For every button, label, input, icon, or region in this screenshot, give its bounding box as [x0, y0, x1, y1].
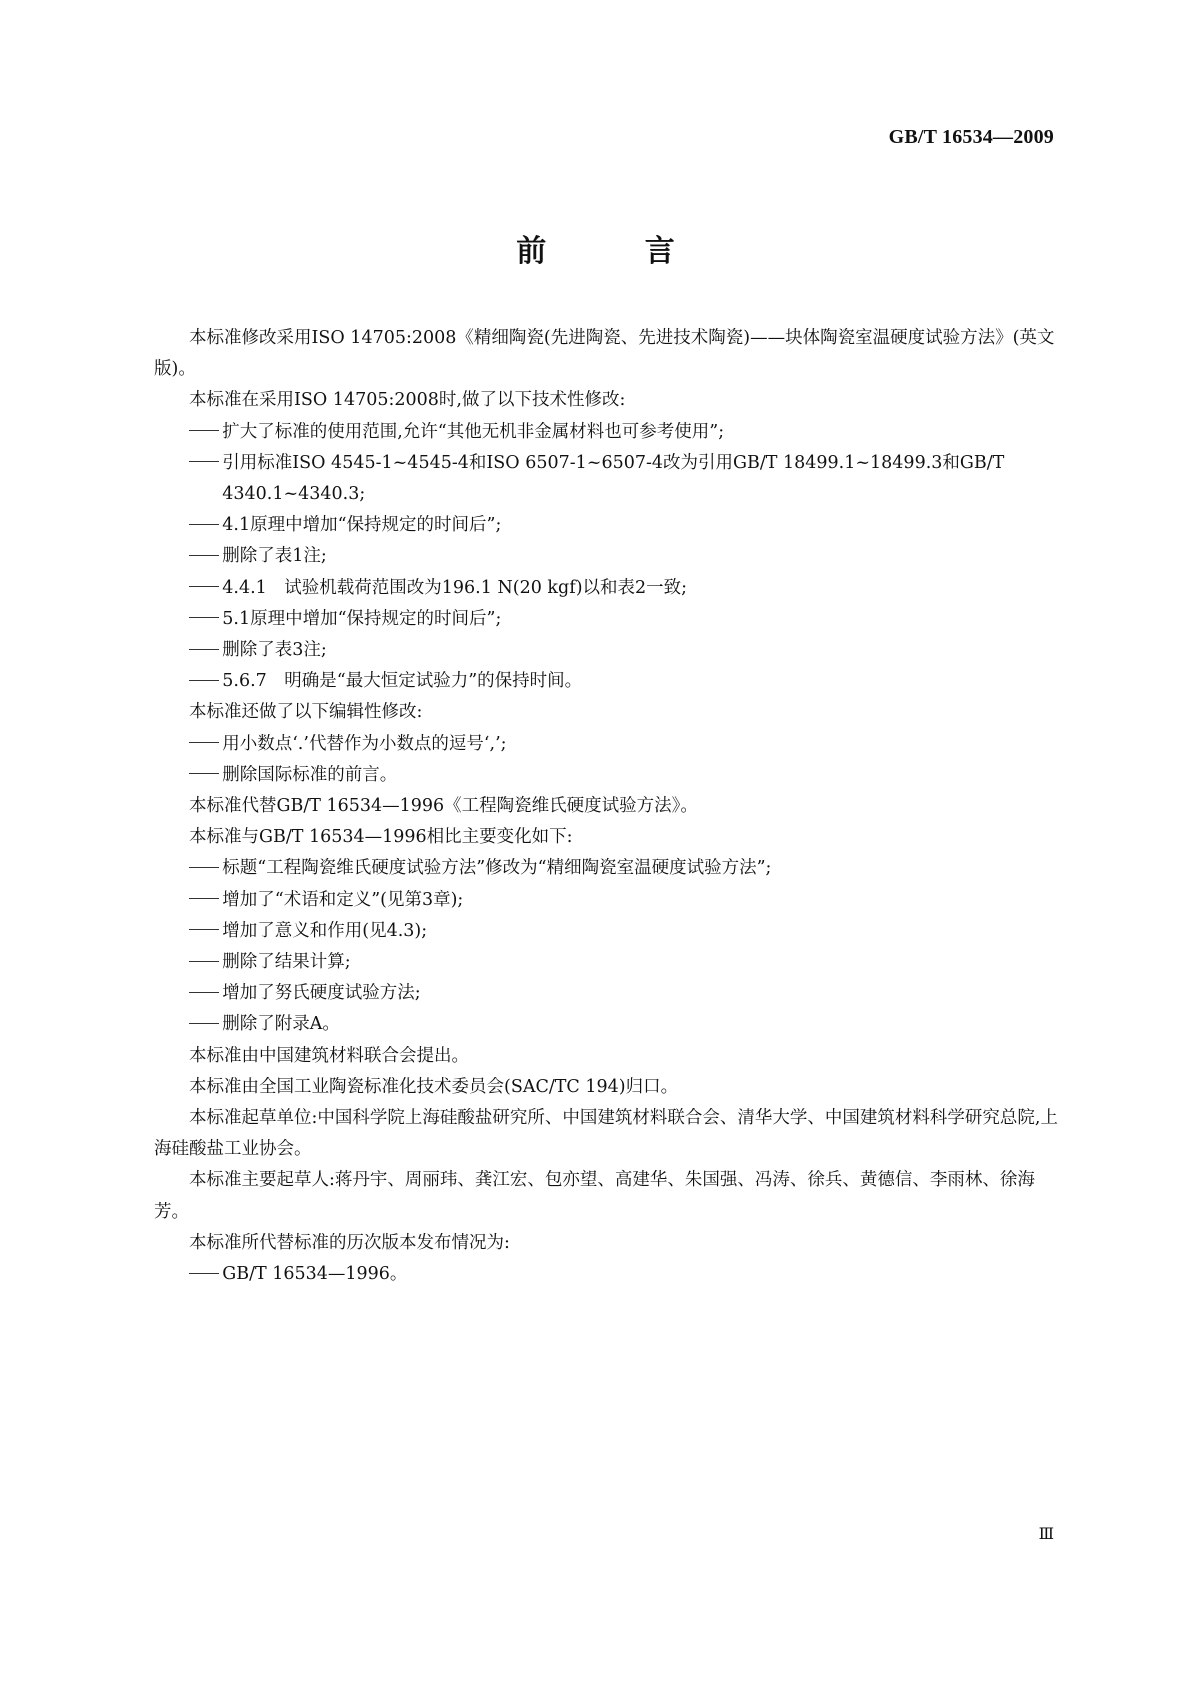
dash-marker	[189, 510, 222, 541]
list-item	[154, 729, 1067, 760]
list-item-text: 增加了努氏硬度试验方法;	[222, 983, 421, 1004]
list-item-text: 4.1原理中增加“保持规定的时间后”;	[222, 515, 502, 536]
dash-marker	[189, 635, 222, 666]
dash-marker	[189, 853, 222, 884]
dash-marker	[189, 947, 222, 978]
paragraph: 本标准修改采用ISO 14705:2008《精细陶瓷(先进陶瓷、先进技术陶瓷)——块体陶瓷室温硬度试验方法》(英文版)。	[154, 328, 1055, 380]
dash-marker	[189, 760, 222, 791]
page-number: Ⅲ	[1038, 1526, 1055, 1543]
list-item-text: 删除了结果计算;	[222, 952, 351, 973]
list-item	[154, 947, 1067, 978]
list-item-text: 5.6.7 明确是“最大恒定试验力”的保持时间。	[222, 671, 583, 692]
paragraph: 本标准起草单位:中国科学院上海硅酸盐研究所、中国建筑材料联合会、清华大学、中国建筑材料科学研究总院,上海硅酸盐工业协会。	[154, 1108, 1058, 1160]
list-item-text: 用小数点‘.’代替作为小数点的逗号‘,’;	[222, 733, 507, 754]
dash-marker	[189, 666, 222, 697]
dash-marker	[189, 417, 222, 448]
paragraph: 本标准由全国工业陶瓷标准化技术委员会(SAC/TC 194)归口。	[189, 1076, 679, 1097]
list-item	[154, 666, 1067, 697]
list-item	[154, 853, 1067, 884]
paragraph: 本标准还做了以下编辑性修改:	[189, 702, 423, 723]
list-item	[154, 760, 1067, 791]
list-item	[154, 916, 1067, 947]
list-item-text: 删除了表1注;	[222, 546, 327, 567]
list-item	[154, 541, 1067, 572]
list-item	[154, 510, 1067, 541]
list-item-text: 标题“工程陶瓷维氏硬度试验方法”修改为“精细陶瓷室温硬度试验方法”;	[222, 858, 772, 879]
paragraph: 本标准在采用ISO 14705:2008时,做了以下技术性修改:	[189, 390, 626, 411]
dash-marker	[189, 448, 222, 479]
list-item-text: 增加了“术语和定义”(见第3章);	[222, 889, 464, 910]
dash-marker	[189, 1009, 222, 1040]
dash-marker	[189, 916, 222, 947]
list-item-text: 扩大了标准的使用范围,允许“其他无机非金属材料也可参考使用”;	[222, 421, 725, 442]
dash-marker	[189, 604, 222, 635]
list-item-text: 删除了表3注;	[222, 640, 327, 661]
dash-marker	[189, 573, 222, 604]
list-item	[154, 1259, 1067, 1290]
list-item	[154, 417, 1067, 448]
standard-code-header: GB/T 16534—2009	[888, 126, 1054, 148]
list-item	[154, 448, 1067, 510]
dash-marker	[189, 729, 222, 760]
list-item-text: 增加了意义和作用(见4.3);	[222, 920, 428, 941]
list-item	[154, 573, 1067, 604]
list-item-text: 引用标准ISO 4545-1~4545-4和ISO 6507-1~6507-4改为引用GB/T 18499.1~18499.3和GB/T 4340.1~4340.3;	[222, 452, 1005, 505]
paragraph: 本标准所代替标准的历次版本发布情况为:	[189, 1232, 510, 1253]
dash-marker	[189, 978, 222, 1009]
list-item	[154, 885, 1067, 916]
list-item-text: 删除了附录A。	[222, 1014, 340, 1035]
paragraph: 本标准与GB/T 16534—1996相比主要变化如下:	[189, 827, 573, 848]
list-item	[154, 978, 1067, 1009]
list-item-text: GB/T 16534—1996。	[222, 1264, 408, 1285]
list-item-text: 4.4.1 试验机载荷范围改为196.1 N(20 kgf)以和表2一致;	[222, 577, 688, 598]
paragraph: 本标准由中国建筑材料联合会提出。	[189, 1045, 469, 1066]
foreword-body	[154, 323, 1067, 1290]
page-title: 前 言	[516, 234, 719, 269]
list-item-text: 删除国际标准的前言。	[222, 764, 398, 785]
dash-marker	[189, 885, 222, 916]
list-item	[154, 635, 1067, 666]
list-item	[154, 1009, 1067, 1040]
dash-marker	[189, 1259, 222, 1290]
list-item-text: 5.1原理中增加“保持规定的时间后”;	[222, 608, 502, 629]
paragraph: 本标准代替GB/T 16534—1996《工程陶瓷维氏硬度试验方法》。	[189, 796, 698, 817]
list-item	[154, 604, 1067, 635]
paragraph: 本标准主要起草人:蒋丹宇、周丽玮、龚江宏、包亦望、高建华、朱国强、冯涛、徐兵、黄德信、李雨林、徐海芳。	[154, 1170, 1035, 1222]
dash-marker	[189, 541, 222, 572]
